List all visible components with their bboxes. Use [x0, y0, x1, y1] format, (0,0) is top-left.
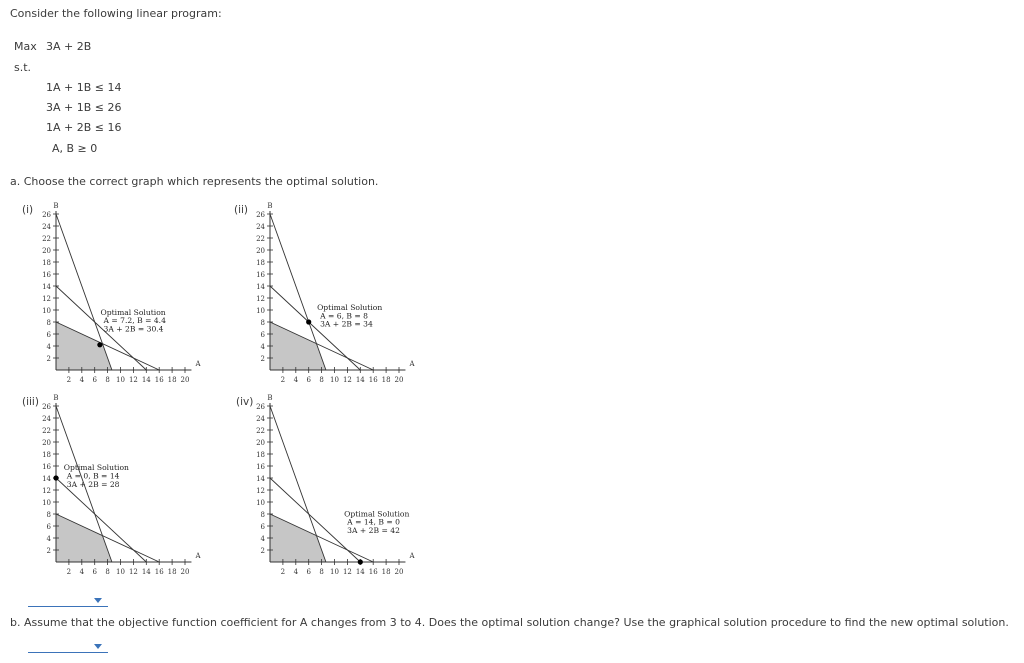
y-tick-label: 24 — [256, 415, 265, 423]
x-axis-label: A — [409, 360, 415, 368]
y-tick-label: 8 — [260, 319, 265, 327]
y-tick-label: 12 — [256, 295, 265, 303]
y-tick-label: 10 — [256, 499, 265, 507]
y-tick-label: 10 — [256, 307, 265, 315]
y-tick-label: 18 — [256, 259, 265, 267]
y-tick-label: 18 — [256, 451, 265, 459]
y-tick-label: 10 — [42, 307, 51, 315]
y-axis-label: B — [267, 394, 273, 402]
x-tick-label: 6 — [306, 568, 311, 576]
x-tick-label: 2 — [280, 568, 286, 576]
y-tick-label: 20 — [42, 247, 51, 255]
graph-label-iv: (iv) — [236, 396, 254, 408]
x-tick-label: 16 — [154, 376, 164, 384]
question-a: a. Choose the correct graph which represents the optimal solution. — [10, 175, 379, 188]
x-tick-label: 8 — [105, 376, 110, 384]
y-tick-label: 24 — [42, 223, 51, 231]
y-tick-label: 12 — [42, 295, 51, 303]
y-axis-label: B — [53, 202, 59, 210]
y-tick-label: 4 — [46, 535, 51, 543]
optimal-point — [358, 559, 363, 564]
graph-ii[interactable] — [250, 196, 450, 386]
x-tick-label: 10 — [330, 568, 339, 576]
x-tick-label: 2 — [280, 376, 286, 384]
annotation-line: A = 7.2, B = 4.4 — [103, 316, 166, 326]
annotation-title: Optimal Solution — [100, 307, 166, 317]
objective-label: Max — [14, 40, 37, 53]
constraint-2: 3A + 1B ≤ 26 — [46, 101, 122, 114]
chevron-down-icon — [94, 644, 102, 649]
y-axis-label: B — [267, 202, 273, 210]
x-tick-label: 16 — [154, 568, 164, 576]
x-tick-label: 14 — [141, 376, 151, 384]
y-tick-label: 16 — [42, 463, 51, 471]
x-tick-label: 8 — [319, 376, 324, 384]
subject-to-label: s.t. — [14, 61, 32, 74]
x-tick-label: 4 — [79, 376, 85, 384]
graph-iii[interactable] — [36, 388, 236, 578]
constraint-3: 1A + 2B ≤ 16 — [46, 121, 122, 134]
intro-text: Consider the following linear program: — [10, 7, 222, 20]
question-b: b. Assume that the objective function coefficient for A changes from 3 to 4. Does the optimal solution change? Use the graphical solution procedure to find the new optimal solution. — [10, 616, 1009, 629]
x-tick-label: 20 — [394, 376, 404, 384]
y-tick-label: 22 — [42, 427, 51, 435]
nonnegativity: A, B ≥ 0 — [52, 142, 98, 155]
x-tick-label: 2 — [66, 568, 72, 576]
x-tick-label: 6 — [92, 568, 97, 576]
x-tick-label: 4 — [293, 568, 299, 576]
y-tick-label: 22 — [42, 235, 51, 243]
x-tick-label: 14 — [355, 376, 365, 384]
x-tick-label: 18 — [381, 568, 391, 576]
annotation-line: 3A + 2B = 42 — [347, 526, 400, 535]
x-axis-label: A — [195, 552, 201, 560]
y-tick-label: 20 — [42, 439, 51, 447]
x-tick-label: 10 — [330, 376, 339, 384]
annotation-line: 3A + 2B = 30.4 — [103, 324, 164, 334]
y-tick-label: 8 — [46, 511, 51, 519]
y-tick-label: 14 — [256, 283, 265, 291]
y-tick-label: 14 — [42, 283, 51, 291]
x-tick-label: 12 — [342, 376, 352, 384]
graph-label-ii: (ii) — [234, 204, 249, 216]
chevron-down-icon — [94, 598, 102, 603]
x-tick-label: 10 — [116, 376, 125, 384]
y-tick-label: 16 — [256, 271, 265, 279]
y-tick-label: 18 — [42, 451, 51, 459]
optimal-point — [97, 342, 102, 347]
y-tick-label: 6 — [260, 523, 265, 531]
x-tick-label: 12 — [128, 568, 138, 576]
y-axis-label: B — [53, 394, 59, 402]
answer-b-dropdown[interactable] — [28, 638, 108, 653]
annotation-title: Optimal Solution — [63, 463, 129, 473]
annotation-line: 3A + 2B = 34 — [320, 319, 373, 329]
x-tick-label: 18 — [381, 376, 391, 384]
x-tick-label: 4 — [293, 376, 299, 384]
x-tick-label: 16 — [368, 568, 378, 576]
annotation-line: A = 6, B = 8 — [320, 311, 369, 321]
x-tick-label: 6 — [306, 376, 311, 384]
x-tick-label: 6 — [92, 376, 97, 384]
y-tick-label: 10 — [42, 499, 51, 507]
x-tick-label: 18 — [167, 568, 177, 576]
y-tick-label: 6 — [46, 331, 51, 339]
graph-i[interactable] — [36, 196, 236, 386]
y-tick-label: 4 — [46, 343, 51, 351]
x-tick-label: 8 — [319, 568, 324, 576]
y-tick-label: 8 — [46, 319, 51, 327]
y-tick-label: 6 — [260, 331, 265, 339]
x-tick-label: 14 — [141, 568, 151, 576]
y-tick-label: 12 — [42, 487, 51, 495]
y-tick-label: 22 — [256, 427, 265, 435]
annotation-line: A = 0, B = 14 — [66, 471, 120, 481]
y-tick-label: 22 — [256, 235, 265, 243]
y-tick-label: 26 — [256, 403, 265, 411]
x-tick-label: 8 — [105, 568, 110, 576]
graph-iv[interactable] — [250, 388, 450, 578]
y-tick-label: 18 — [42, 259, 51, 267]
y-tick-label: 4 — [260, 535, 265, 543]
y-tick-label: 16 — [256, 463, 265, 471]
y-tick-label: 20 — [256, 439, 265, 447]
y-tick-label: 12 — [256, 487, 265, 495]
y-tick-label: 20 — [256, 247, 265, 255]
y-tick-label: 2 — [46, 355, 51, 363]
x-tick-label: 18 — [167, 376, 177, 384]
x-axis-label: A — [409, 552, 415, 560]
constraint-1: 1A + 1B ≤ 14 — [46, 81, 122, 94]
y-tick-label: 14 — [42, 475, 51, 483]
y-tick-label: 2 — [260, 547, 265, 555]
y-tick-label: 8 — [260, 511, 265, 519]
optimal-point — [53, 475, 58, 480]
y-tick-label: 6 — [46, 523, 51, 531]
graph-label-i: (i) — [22, 204, 34, 216]
x-tick-label: 14 — [355, 568, 365, 576]
x-axis-label: A — [195, 360, 201, 368]
x-tick-label: 4 — [79, 568, 85, 576]
y-tick-label: 24 — [42, 415, 51, 423]
y-tick-label: 4 — [260, 343, 265, 351]
x-tick-label: 12 — [342, 568, 352, 576]
y-tick-label: 26 — [256, 211, 265, 219]
x-tick-label: 20 — [394, 568, 404, 576]
x-tick-label: 20 — [180, 568, 190, 576]
x-tick-label: 12 — [128, 376, 138, 384]
y-tick-label: 26 — [42, 403, 51, 411]
answer-a-dropdown[interactable] — [28, 592, 108, 607]
y-tick-label: 2 — [46, 547, 51, 555]
y-tick-label: 2 — [260, 355, 265, 363]
annotation-title: Optimal Solution — [344, 509, 410, 519]
x-tick-label: 10 — [116, 568, 125, 576]
y-tick-label: 16 — [42, 271, 51, 279]
annotation-title: Optimal Solution — [317, 303, 383, 312]
annotation-line: A = 14, B = 0 — [347, 517, 400, 527]
optimal-point — [306, 319, 311, 324]
graph-label-iii: (iii) — [22, 396, 39, 408]
x-tick-label: 2 — [66, 376, 72, 384]
y-tick-label: 14 — [256, 475, 265, 483]
x-tick-label: 20 — [180, 376, 190, 384]
annotation-line: 3A + 2B = 28 — [66, 479, 120, 489]
y-tick-label: 24 — [256, 223, 265, 231]
x-tick-label: 16 — [368, 376, 378, 384]
y-tick-label: 26 — [42, 211, 51, 219]
objective-function: 3A + 2B — [46, 40, 92, 53]
